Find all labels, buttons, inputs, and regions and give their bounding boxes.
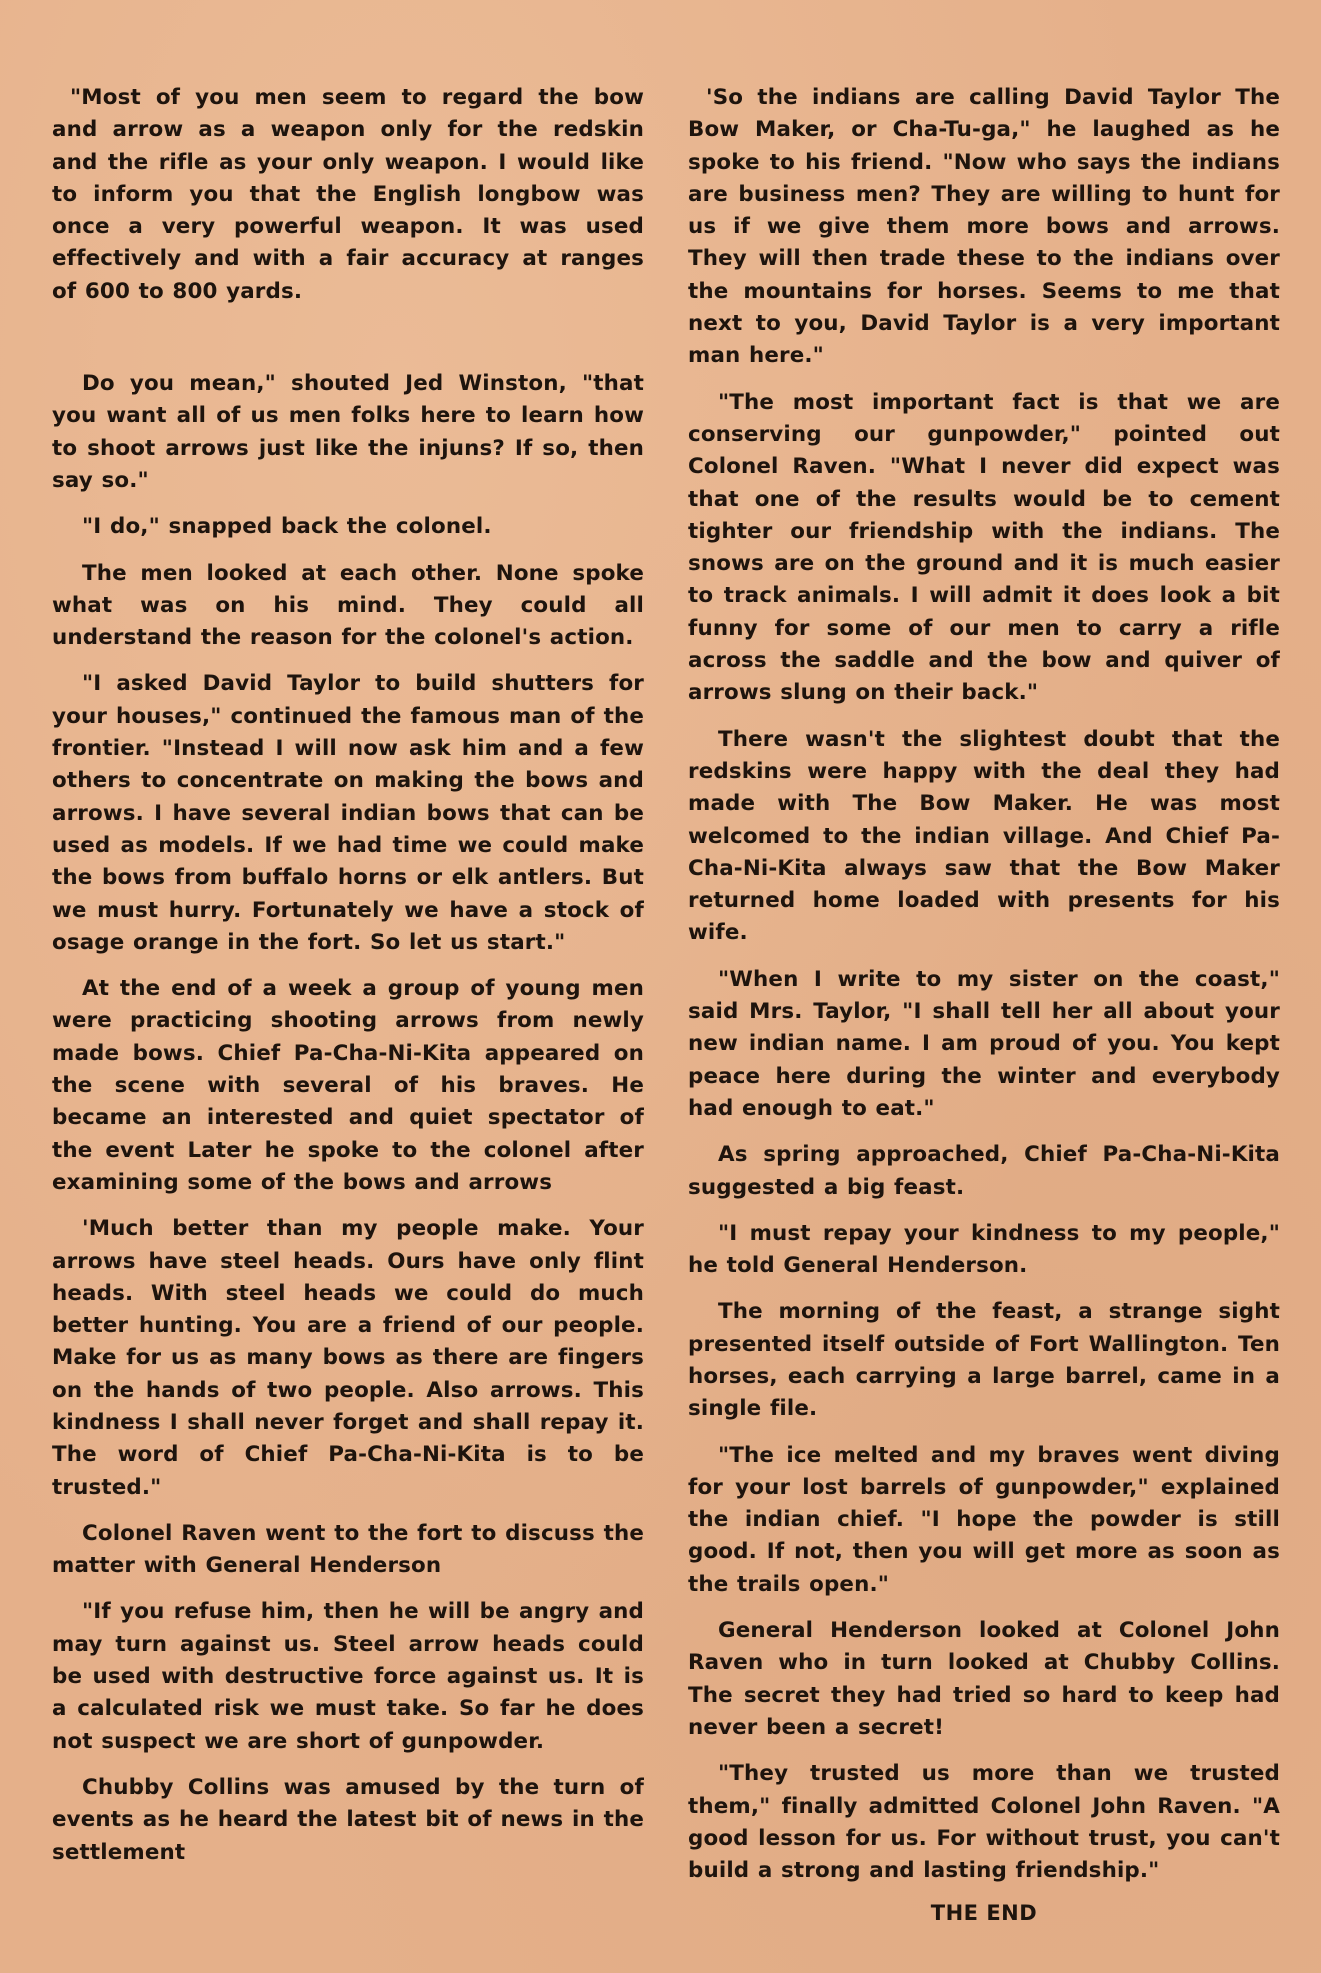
paragraph: Chubby Collins was amused by the turn of events as he heard the latest bit of news in the settlement [52,1774,644,1865]
the-end-label: THE END [930,1901,1038,1926]
paragraph: "I asked David Taylor to build shutters for your houses," continued the famous man of the frontier. "Instead I will now ask him and a few others to concentrate on making the bows and arrows. I have several indian bows that can be used as models. If we had time we could make the bows from buffalo horns or elk antlers. But we must hurry. Fortunately we have a stock of osage orange in the fort. So let us start." [52,671,644,955]
right-column [688,82,1280,1925]
paragraph: The morning of the feast, a strange sight presented itself outside of Fort Wallington. Ten horses, each carrying a large barrel, came in a single file. [688,1299,1280,1422]
paragraph: "I do," snapped back the colonel. [82,514,492,540]
paragraph: 'Much better than my people make. Your arrows have steel heads. Ours have only flint heads. With steel heads we could do much better hunting. You are a friend of our people. Make for us as many bows as there are fingers on the hands of two people. Also arrows. This kindness I shall never forget and shall repay it. The word of Chief Pa-Cha-Ni-Kita is to be trusted." [52,1216,644,1500]
paragraph: "The ice melted and my braves went diving for your lost barrels of gunpowder," explained the indian chief. "I hope the powder is still good. If not, then you will get more as soon as the trails open." [688,1442,1280,1597]
paragraph: "They trusted us more than we trusted them," finally admitted Colonel John Raven. "A good lesson for us. For without trust, you can't build a strong and lasting friendship." [688,1761,1280,1884]
paragraph: At the end of a week a group of young men were practicing shooting arrows from newly made bows. Chief Pa-Cha-Ni-Kita appeared on the scene with several of his braves. He became an interested and quiet spectator of the event Later he spoke to the colonel after examining some of the bows and arrows [52,976,644,1195]
paragraph: 'So the indians are calling David Taylor The Bow Maker, or Cha-Tu-ga," he laughed as he spoke to his friend. "Now who says the indians are business men? They are willing to hunt for us if we give them more bows and arrows. They will then trade these to the indians over the mountains for horses. Seems to me that next to you, David Taylor is a very important man here." [688,85,1280,369]
left-column [52,82,644,1883]
paragraph: The men looked at each other. None spoke what was on his mind. They could all understand the reason for the colonel's action. [52,560,644,651]
paragraph: As spring approached, Chief Pa-Cha-Ni-Kita suggested a big feast. [688,1142,1280,1200]
paragraph: "I must repay your kindness to my people," he told General Henderson. [688,1220,1280,1279]
paragraph: Colonel Raven went to the fort to discuss the matter with General Henderson [52,1520,644,1579]
paragraph: Do you mean," shouted Jed Winston, "that you want all of us men folks here to learn how to shoot arrows just like the injuns? If so, then say so." [52,371,644,493]
paragraph: "If you refuse him, then he will be angry and may turn against us. Steel arrow heads could be used with destructive force against us. It is a calculated risk we must take. So far he does not suspect we are short of gunpowder. [52,1599,644,1754]
paragraph: "The most important fact is that we are conserving our gunpowder," pointed out Colonel Raven. "What I never did expect was that one of the results would be to cement tighter our friendship with the indians. The snows are on the ground and it is much easier to track animals. I will admit it does look a bit funny for some of our men to carry a rifle across the saddle and the bow and quiver of arrows slung on their back." [688,389,1280,706]
paragraph: "When I write to my sister on the coast," said Mrs. Taylor, "I shall tell her all about your new indian name. I am proud of you. You kept peace here during the winter and everybody had enough to eat." [688,966,1280,1121]
paragraph: "Most of you men seem to regard the bow and arrow as a weapon only for the redskin and the rifle as your only weapon. I would like to inform you that the English longbow was once a very powerful weapon. It was used effectively and with a fair accuracy at ranges of 600 to 800 yards. [52,85,644,304]
paragraph: General Henderson looked at Colonel John Raven who in turn looked at Chubby Collins. The secret they had tried so hard to keep had never been a secret! [688,1618,1280,1740]
paragraph: There wasn't the slightest doubt that the redskins were happy with the deal they had made with The Bow Maker. He was most welcomed to the indian village. And Chief Pa-Cha-Ni-Kita always saw that the Bow Maker returned home loaded with presents for his wife. [688,726,1280,946]
